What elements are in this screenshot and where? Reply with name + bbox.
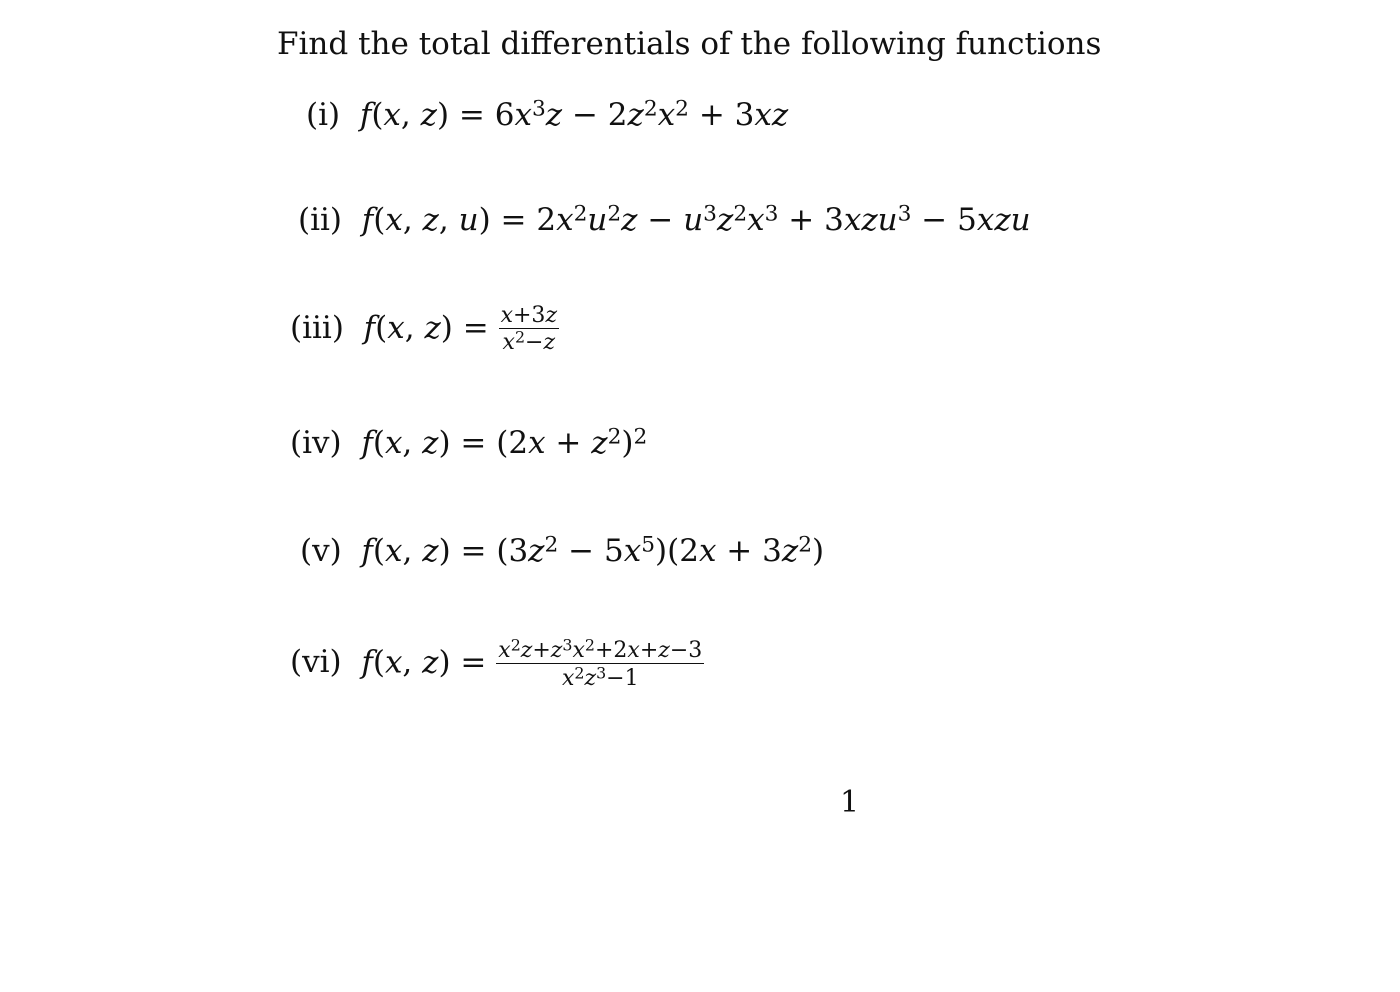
fraction-denominator: $x^2-z$ <box>502 328 556 356</box>
problem-label: (v) <box>300 532 342 569</box>
page-number: 1 <box>840 785 860 820</box>
problem-2: (ii) f(x, z, $u) = 2x^2u^2z - u^3z^2x^3 + 3xzu^3 - 5xzu$ <box>298 201 1031 238</box>
problem-label: (vi) <box>290 644 342 681</box>
fraction-numerator: x+3z <box>500 303 558 328</box>
problem-6: (vi) f(x, z) = $\frac{x^2z+z^3x^2+2x+z-3}{x^2z^3-1}$ <box>290 636 703 691</box>
problem-label: (ii) <box>298 201 343 238</box>
problem-4: (iv) f(x, $z) = (2x + z^2)^2$ <box>290 424 648 461</box>
problem-5: (v) f(x, $z) = (3z^2 - 5x^5)(2x + 3z^2)$ <box>300 532 825 569</box>
problem-label: (iv) <box>290 424 342 461</box>
problem-3: (iii) f(x, z) = $\frac{x+3z}{x^2-z}$ <box>290 303 558 356</box>
fraction <box>499 304 559 355</box>
fraction-denominator: $x^2z^3-1$ <box>561 663 639 691</box>
fraction-numerator: $x^2z+z^3x^2+2x+z-3$ <box>498 636 703 664</box>
problem-label: (iii) <box>290 309 344 346</box>
problem-1: (i) f(x, $z) = 6x^3z - 2z^2x^2 + 3xz$ <box>306 96 789 133</box>
page-heading: Find the total differentials of the following functions <box>277 26 1102 62</box>
fraction <box>496 638 704 690</box>
problem-label: (i) <box>306 96 341 133</box>
